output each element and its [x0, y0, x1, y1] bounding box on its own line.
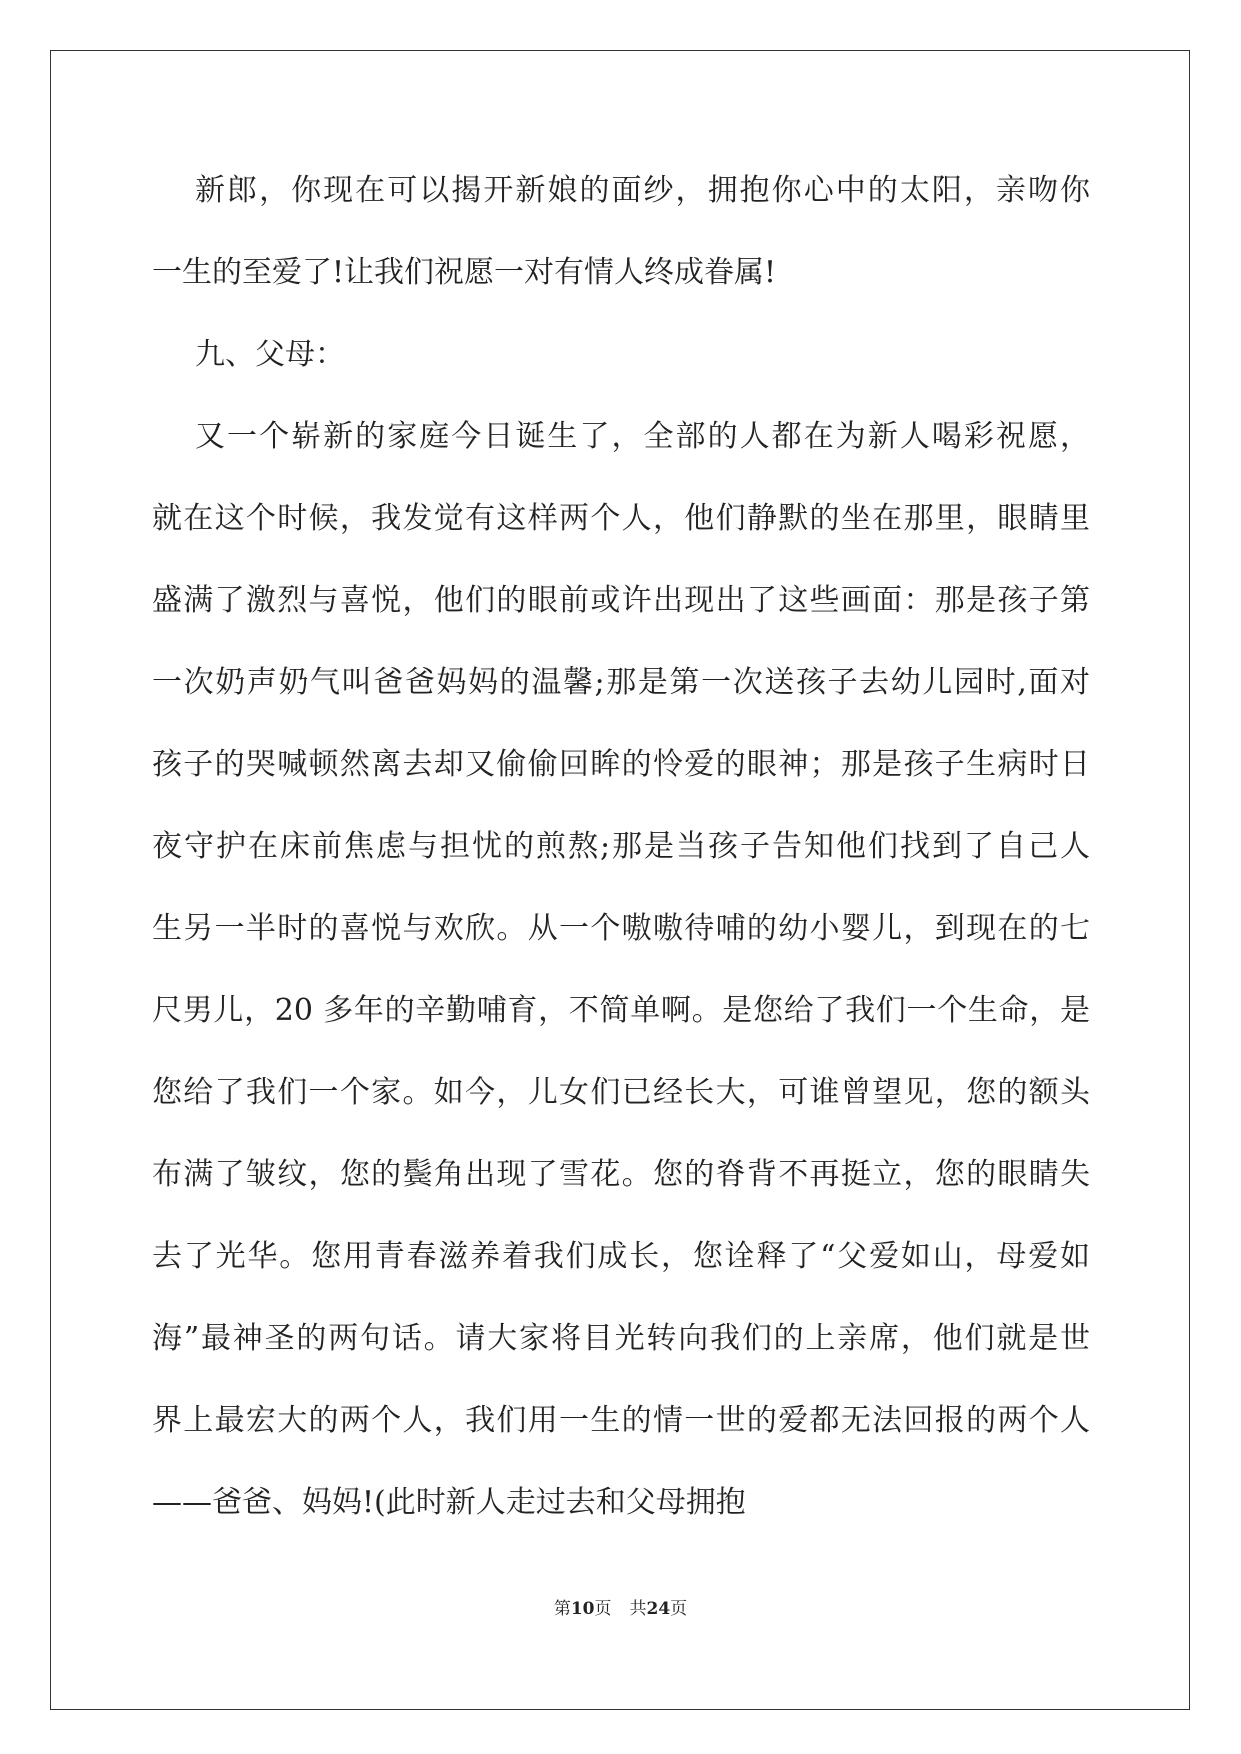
body-text: [152, 150, 1090, 1544]
text-line: 一生的至爱了!让我们祝愿一对有情人终成眷属!: [152, 255, 777, 290]
text-line: 夜守护在床前焦虑与担忧的煎熬;那是当孩子告知他们找到了自己人: [152, 829, 1090, 864]
page-footer: [0, 1597, 1241, 1621]
text-line: 生另一半时的喜悦与欢欣。从一个嗷嗷待哺的幼小婴儿，到现在的七: [152, 911, 1090, 946]
text-line: ——爸爸、妈妈!(此时新人走过去和父母拥抱: [152, 1485, 746, 1520]
text-line: 盛满了激烈与喜悦，他们的眼前或许出现出了这些画面：那是孩子第: [152, 583, 1090, 618]
paragraph-parents-tribute: [152, 396, 1090, 1544]
section-heading-parents: [152, 314, 1090, 396]
text-line: 布满了皱纹，您的鬓角出现了雪花。您的脊背不再挺立，您的眼睛失: [152, 1157, 1090, 1192]
text-line: 一次奶声奶气叫爸爸妈妈的温馨;那是第一次送孩子去幼儿园时,面对: [152, 665, 1090, 700]
section-heading: 九、父母：: [195, 337, 345, 372]
text-line: 新郎，你现在可以揭开新娘的面纱，拥抱你心中的太阳，亲吻你: [195, 173, 1090, 208]
text-line: 就在这个时候，我发觉有这样两个人，他们静默的坐在那里，眼睛里: [152, 501, 1090, 536]
text-line: 又一个崭新的家庭今日诞生了，全部的人都在为新人喝彩祝愿，: [195, 419, 1090, 454]
text-line: 去了光华。您用青春滋养着我们成长，您诠释了“父爱如山，母爱如: [152, 1239, 1090, 1274]
page-number-label: 第10页: [553, 1599, 612, 1619]
text-line: 您给了我们一个家。如今，儿女们已经长大，可谁曾望见，您的额头: [152, 1075, 1090, 1110]
text-line: 尺男儿，20 多年的辛勤哺育，不简单啊。是您给了我们一个生命，是: [152, 993, 1090, 1028]
current-page-number: 10: [570, 1599, 595, 1619]
text-line: 海”最神圣的两句话。请大家将目光转向我们的上亲席，他们就是世: [152, 1321, 1090, 1356]
total-page-count: 24: [646, 1599, 671, 1619]
paragraph-groom-kiss: [152, 150, 1090, 314]
text-line: 界上最宏大的两个人，我们用一生的情一世的爱都无法回报的两个人: [152, 1403, 1090, 1438]
total-pages-label: 共24页: [629, 1599, 688, 1619]
text-line: 孩子的哭喊顿然离去却又偷偷回眸的怜爱的眼神；那是孩子生病时日: [152, 747, 1090, 782]
